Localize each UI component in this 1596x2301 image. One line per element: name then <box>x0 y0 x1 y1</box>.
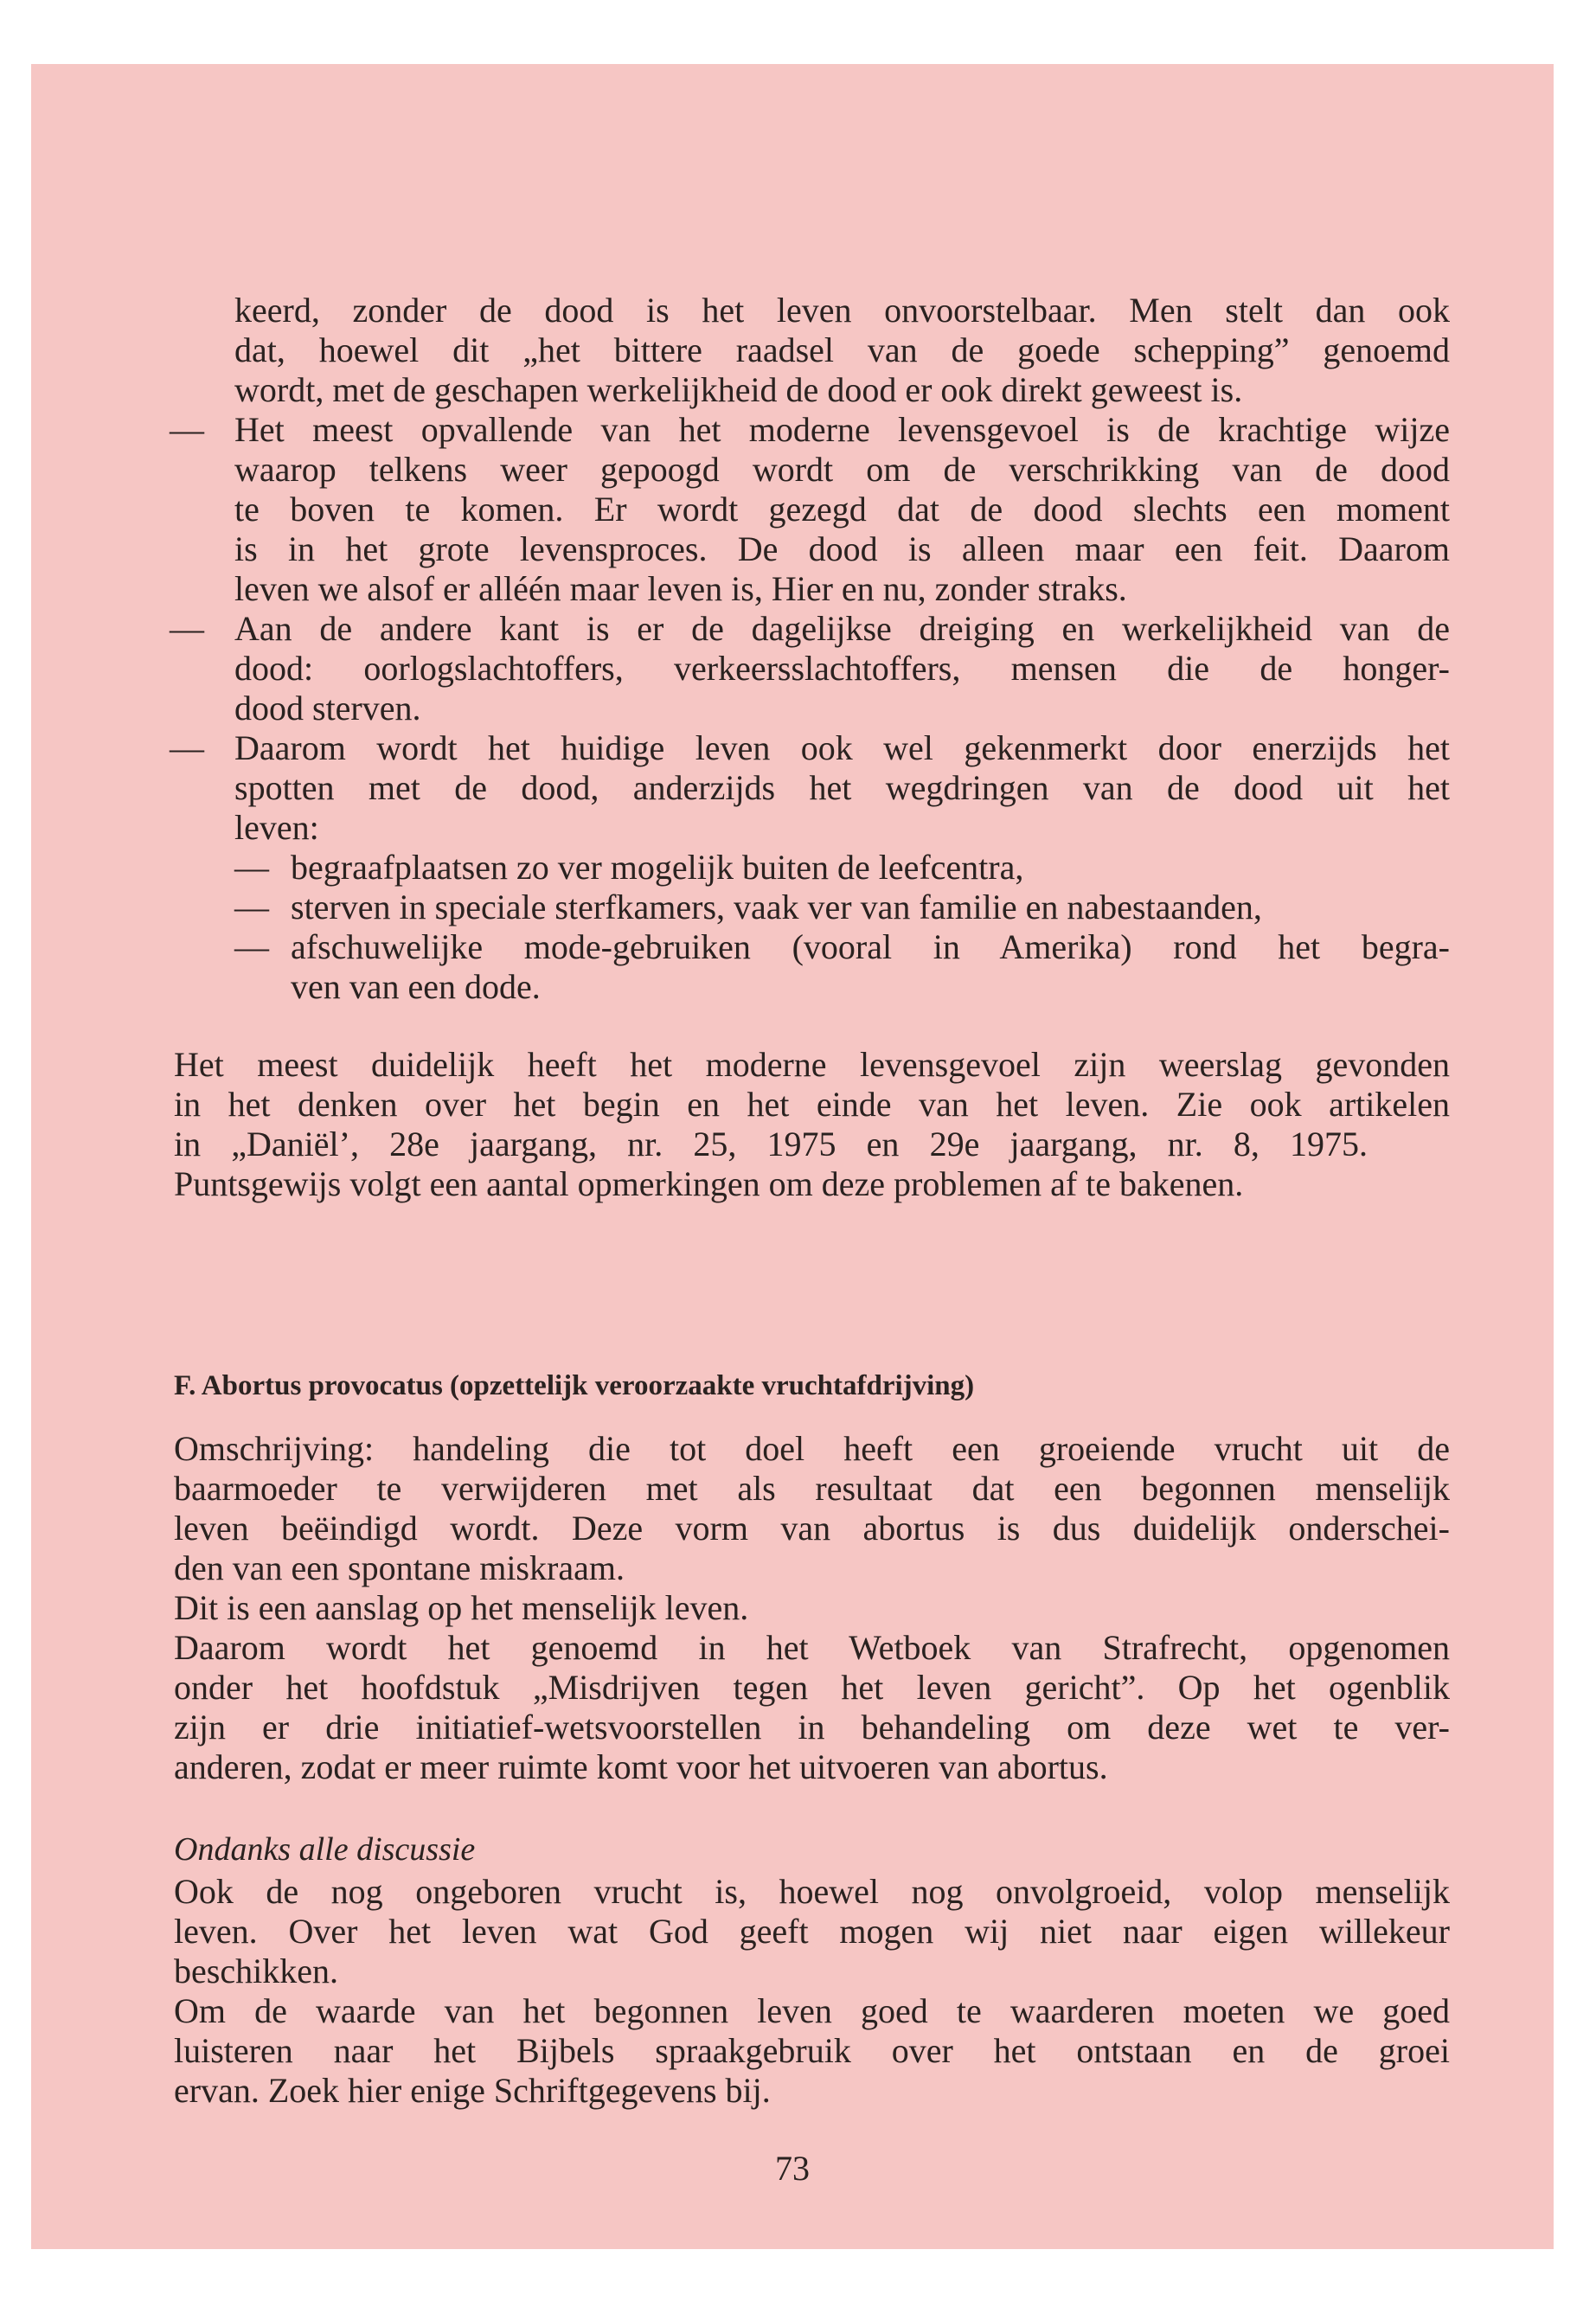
sub-bullet-line: afschuwelijke mode-gebruiken (vooral in Amerika) rond het begra- <box>291 927 1450 966</box>
bullet-line: Daarom wordt het huidige leven ook wel gekenmerkt door enerzijds het <box>234 728 1450 767</box>
dash-marker: — <box>234 848 269 887</box>
paragraph-line: zijn er drie initiatief-wetsvoorstellen in behandeling om deze wet te ver- <box>174 1708 1450 1747</box>
sub-bullet-line: ven van een dode. <box>291 967 541 1006</box>
paragraph-line: den van een spontane miskraam. <box>174 1548 625 1587</box>
paragraph-line: onder het hoofdstuk „Misdrijven tegen het leven gericht”. Op het ogenblik <box>174 1668 1450 1707</box>
subheading: Ondanks alle discussie <box>174 1831 476 1868</box>
page-number: 73 <box>775 2149 810 2188</box>
section-heading: F. Abortus provocatus (opzettelijk veroorzaakte vruchtafdrijving) <box>174 1370 975 1401</box>
bullet-line: is in het grote levensproces. De dood is alleen maar een feit. Daarom <box>234 529 1450 568</box>
bullet-line: leven: <box>234 808 319 847</box>
paragraph-line: Om de waarde van het begonnen leven goed te waarderen moeten we goed <box>174 1991 1450 2030</box>
bullet-line: dood sterven. <box>234 689 421 727</box>
dash-marker: — <box>170 728 204 767</box>
paragraph-line: beschikken. <box>174 1952 338 1990</box>
paragraph-line: anderen, zodat er meer ruimte komt voor het uitvoeren van abortus. <box>174 1747 1108 1786</box>
paragraph-line: ervan. Zoek hier enige Schriftgegevens bij. <box>174 2071 771 2110</box>
document-page <box>31 64 1554 2249</box>
dash-marker: — <box>234 927 269 966</box>
sub-bullet-line: begraafplaatsen zo ver mogelijk buiten de leefcentra, <box>291 848 1024 887</box>
intro-line: keerd, zonder de dood is het leven onvoorstelbaar. Men stelt dan ook <box>234 291 1450 330</box>
paragraph-line: luisteren naar het Bijbels spraakgebruik over het ontstaan en de groei <box>174 2031 1450 2070</box>
paragraph-line: Het meest duidelijk heeft het moderne levensgevoel zijn weerslag gevonden <box>174 1045 1450 1084</box>
dash-marker: — <box>170 410 204 449</box>
paragraph-line: baarmoeder te verwijderen met als resultaat dat een begonnen menselijk <box>174 1469 1450 1508</box>
paragraph-line: leven. Over het leven wat God geeft mogen wij niet naar eigen willekeur <box>174 1912 1450 1951</box>
paragraph-line: Ook de nog ongeboren vrucht is, hoewel nog onvolgroeid, volop menselijk <box>174 1872 1450 1911</box>
bullet-line: waarop telkens weer gepoogd wordt om de verschrikking van de dood <box>234 450 1450 489</box>
paragraph-line: in het denken over het begin en het einde van het leven. Zie ook artikelen <box>174 1085 1450 1124</box>
bullet-line: spotten met de dood, anderzijds het wegdringen van de dood uit het <box>234 768 1450 807</box>
bullet-line: dood: oorlogslachtoffers, verkeersslachtoffers, mensen die de honger- <box>234 649 1450 688</box>
dash-marker: — <box>170 609 204 648</box>
intro-line: dat, hoewel dit „het bittere raadsel van de goede schepping” genoemd <box>234 330 1450 369</box>
paragraph-line: Daarom wordt het genoemd in het Wetboek van Strafrecht, opgenomen <box>174 1628 1450 1667</box>
paragraph-line: in „Daniël’, 28e jaargang, nr. 25, 1975 en 29e jaargang, nr. 8, 1975. <box>174 1125 1368 1163</box>
bullet-line: Aan de andere kant is er de dagelijkse dreiging en werkelijkheid van de <box>234 609 1450 648</box>
paragraph-line: Omschrijving: handeling die tot doel heeft een groeiende vrucht uit de <box>174 1429 1450 1468</box>
sub-bullet-line: sterven in speciale sterfkamers, vaak ver van familie en nabestaanden, <box>291 888 1262 926</box>
bullet-line: te boven te komen. Er wordt gezegd dat de dood slechts een moment <box>234 490 1450 529</box>
intro-line: wordt, met de geschapen werkelijkheid de dood er ook direkt geweest is. <box>234 370 1243 409</box>
paragraph-line: Dit is een aanslag op het menselijk leven. <box>174 1588 749 1627</box>
paragraph-line: Puntsgewijs volgt een aantal opmerkingen om deze problemen af te bakenen. <box>174 1164 1244 1203</box>
bullet-line: Het meest opvallende van het moderne levensgevoel is de krachtige wijze <box>234 410 1450 449</box>
dash-marker: — <box>234 888 269 926</box>
bullet-line: leven we alsof er alléén maar leven is, Hier en nu, zonder straks. <box>234 569 1127 608</box>
paragraph-line: leven beëindigd wordt. Deze vorm van abortus is dus duidelijk onderschei- <box>174 1509 1450 1548</box>
